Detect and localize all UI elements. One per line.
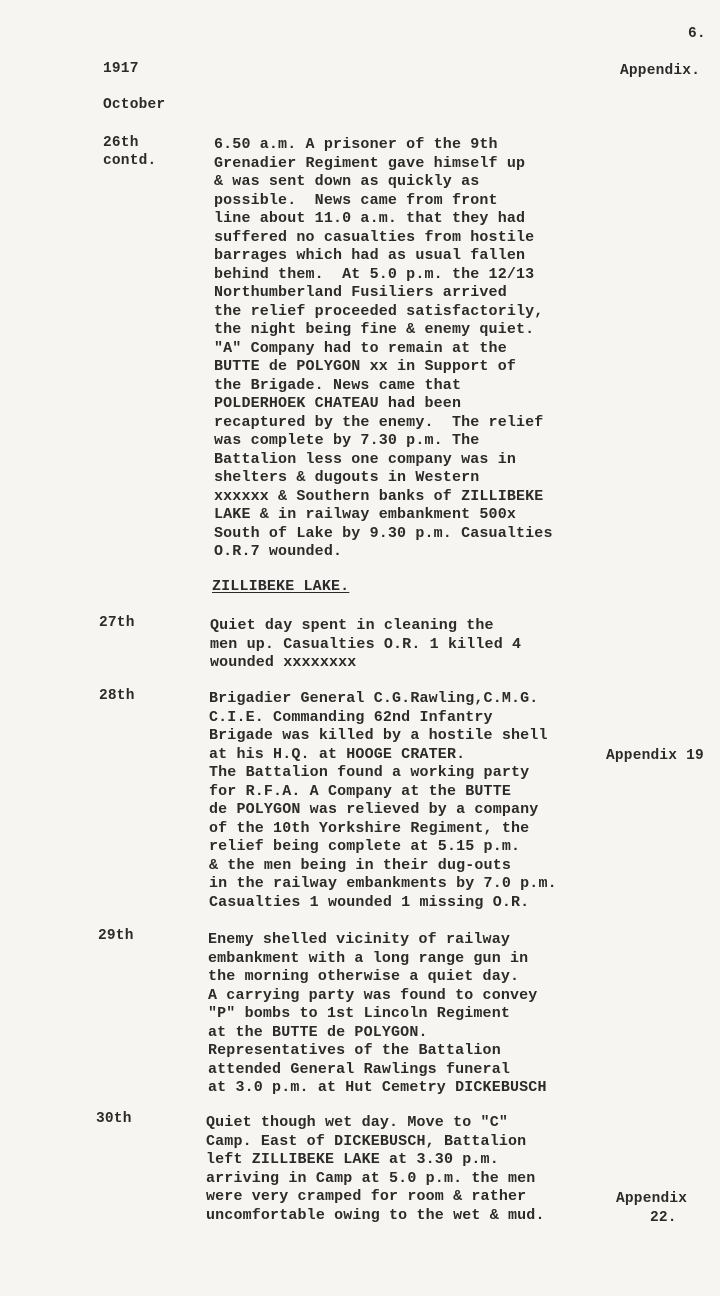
entry-date-26th: 26th xyxy=(103,135,139,151)
entry-line: Representatives of the Battalion xyxy=(208,1042,501,1059)
page-number: 6. xyxy=(688,26,706,42)
entry-line: Northumberland Fusiliers arrived xyxy=(214,284,507,301)
year: 1917 xyxy=(103,61,139,77)
entry-line: Battalion less one company was in xyxy=(214,450,516,468)
entry-date-28th: 28th xyxy=(99,688,135,704)
entry-line: was complete by 7.30 p.m. The xyxy=(214,432,480,449)
entry-line: the morning otherwise a quiet day. xyxy=(208,968,520,985)
appendix-header: Appendix. xyxy=(620,63,701,79)
entry-line: Grenadier Regiment gave himself up xyxy=(214,154,526,172)
entry-line: A carrying party was found to convey xyxy=(208,986,538,1004)
entry-line: for R.F.A. A Company at the BUTTE xyxy=(209,782,511,800)
entry-line: Quiet day spent in cleaning the xyxy=(210,617,494,634)
entry-line: POLDERHOEK CHATEAU had been xyxy=(214,395,462,412)
entry-line: the Brigade. News came that xyxy=(214,376,462,394)
entry-line: de POLYGON was relieved by a company xyxy=(209,801,539,818)
entry-line: of the 10th Yorkshire Regiment, the xyxy=(209,819,530,837)
entry-line: arriving in Camp at 5.0 p.m. the men xyxy=(206,1169,536,1187)
entry-line: at his H.Q. at HOOGE CRATER. xyxy=(209,745,466,763)
month: October xyxy=(103,97,166,113)
entry-line: at the BUTTE de POLYGON. xyxy=(208,1023,428,1041)
entry-line: were very cramped for room & rather xyxy=(206,1188,527,1205)
entry-line: Casualties 1 wounded 1 missing O.R. xyxy=(209,893,530,911)
entry-line: uncomfortable owing to the wet & mud. xyxy=(206,1206,545,1224)
entry-date-27th: 27th xyxy=(99,615,135,631)
entry-line: Brigade was killed by a hostile shell xyxy=(209,727,548,744)
entry-line: & the men being in their dug-outs xyxy=(209,856,511,874)
entry-line: in the railway embankments by 7.0 p.m. xyxy=(209,875,557,892)
location-heading: ZILLIBEKE LAKE. xyxy=(212,578,350,595)
entry-line: Quiet though wet day. Move to "C" xyxy=(206,1114,508,1131)
entry-date-contd: contd. xyxy=(103,153,157,169)
entry-line: & was sent down as quickly as xyxy=(214,173,480,190)
entry-line: xxxxxx & Southern banks of ZILLIBEKE xyxy=(214,487,544,505)
entry-line: recaptured by the enemy. The relief xyxy=(214,413,544,431)
entry-line: LAKE & in railway embankment 500x xyxy=(214,506,516,523)
entry-line: relief being complete at 5.15 p.m. xyxy=(209,838,521,855)
entry-line: Enemy shelled vicinity of railway xyxy=(208,931,510,948)
entry-line: The Battalion found a working party xyxy=(209,764,530,781)
entry-line: BUTTE de POLYGON xx in Support of xyxy=(214,358,516,375)
entry-line: C.I.E. Commanding 62nd Infantry xyxy=(209,708,493,726)
entry-line: suffered no casualties from hostile xyxy=(214,228,535,246)
entry-line: Camp. East of DICKEBUSCH, Battalion xyxy=(206,1132,527,1150)
entry-line: 6.50 a.m. A prisoner of the 9th xyxy=(214,136,498,153)
entry-line: embankment with a long range gun in xyxy=(208,949,529,967)
entry-line: wounded xxxxxxxx xyxy=(210,654,357,671)
entry-line: men up. Casualties O.R. 1 killed 4 xyxy=(210,635,522,653)
entry-line: attended General Rawlings funeral xyxy=(208,1060,510,1078)
entry-line: at 3.0 p.m. at Hut Cemetry DICKEBUSCH xyxy=(208,1079,547,1096)
margin-note-appendix-22-number: 22. xyxy=(650,1210,677,1226)
margin-note-appendix-22-label: Appendix xyxy=(616,1191,688,1207)
entry-line: behind them. At 5.0 p.m. the 12/13 xyxy=(214,265,535,283)
entry-date-30th: 30th xyxy=(96,1111,132,1127)
entry-line: left ZILLIBEKE LAKE at 3.30 p.m. xyxy=(206,1151,499,1168)
entry-line: O.R.7 wounded. xyxy=(214,543,343,560)
entry-date-29th: 29th xyxy=(98,928,134,944)
entry-line: barrages which had as usual fallen xyxy=(214,247,526,264)
entry-line: possible. News came from front xyxy=(214,191,498,209)
entry-line: South of Lake by 9.30 p.m. Casualties xyxy=(214,524,553,542)
entry-line: "P" bombs to 1st Lincoln Regiment xyxy=(208,1005,510,1022)
entry-line: line about 11.0 a.m. that they had xyxy=(214,210,526,227)
entry-line: the relief proceeded satisfactorily, xyxy=(214,302,544,320)
entry-line: Brigadier General C.G.Rawling,C.M.G. xyxy=(209,690,539,707)
margin-note-appendix-19: Appendix 19 xyxy=(606,748,704,764)
entry-line: the night being fine & enemy quiet. xyxy=(214,321,535,338)
entry-line: "A" Company had to remain at the xyxy=(214,339,507,357)
entry-line: shelters & dugouts in Western xyxy=(214,469,480,486)
